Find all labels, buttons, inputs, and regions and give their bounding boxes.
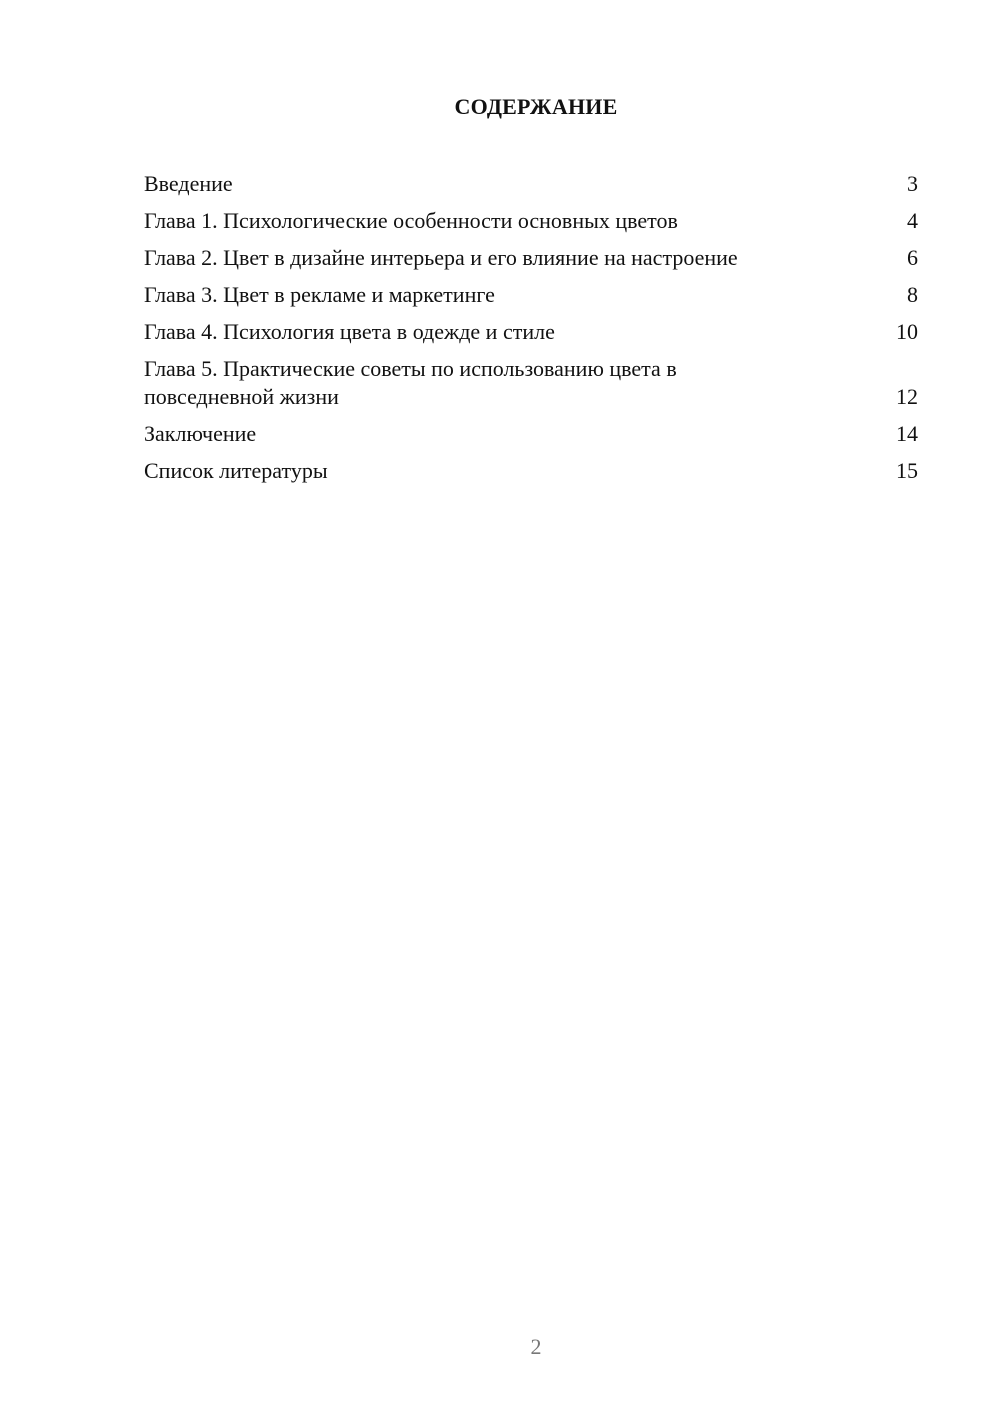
toc-entry-page: 4: [907, 208, 918, 233]
toc-entry-chapter-4: [144, 318, 918, 346]
toc-entry-chapter-1: [144, 207, 918, 235]
toc-entry-label: Глава 5. Практические советы по использованию цвета в повседневной жизни: [144, 356, 677, 409]
toc-entry-label: Глава 4. Психология цвета в одежде и стиле: [144, 319, 555, 344]
toc-entry-page: 12: [896, 384, 918, 409]
toc-entry-chapter-5: [144, 355, 918, 411]
toc-entry-page: 8: [907, 282, 918, 307]
table-of-contents: [144, 170, 918, 494]
toc-entry-label: Глава 3. Цвет в рекламе и маркетинге: [144, 282, 495, 307]
toc-entry-page: 3: [907, 171, 918, 196]
toc-entry-label: Глава 1. Психологические особенности основных цветов: [144, 208, 678, 233]
toc-entry-page: 6: [907, 245, 918, 270]
toc-entry-bibliography: [144, 457, 918, 485]
toc-entry-chapter-2: [144, 244, 918, 272]
toc-entry-page: 14: [896, 421, 918, 446]
toc-entry-introduction: [144, 170, 918, 198]
page-title: СОДЕРЖАНИЕ: [454, 94, 618, 119]
toc-entry-page: 15: [896, 458, 918, 483]
toc-entry-label: Глава 2. Цвет в дизайне интерьера и его влияние на настроение: [144, 245, 738, 270]
toc-entry-label: Заключение: [144, 421, 257, 446]
toc-entry-chapter-3: [144, 281, 918, 309]
toc-entry-conclusion: [144, 420, 918, 448]
page-number: 2: [530, 1334, 542, 1359]
toc-entry-page: 10: [896, 319, 918, 344]
toc-entry-label: Введение: [144, 171, 233, 196]
toc-entry-label: Список литературы: [144, 458, 328, 483]
